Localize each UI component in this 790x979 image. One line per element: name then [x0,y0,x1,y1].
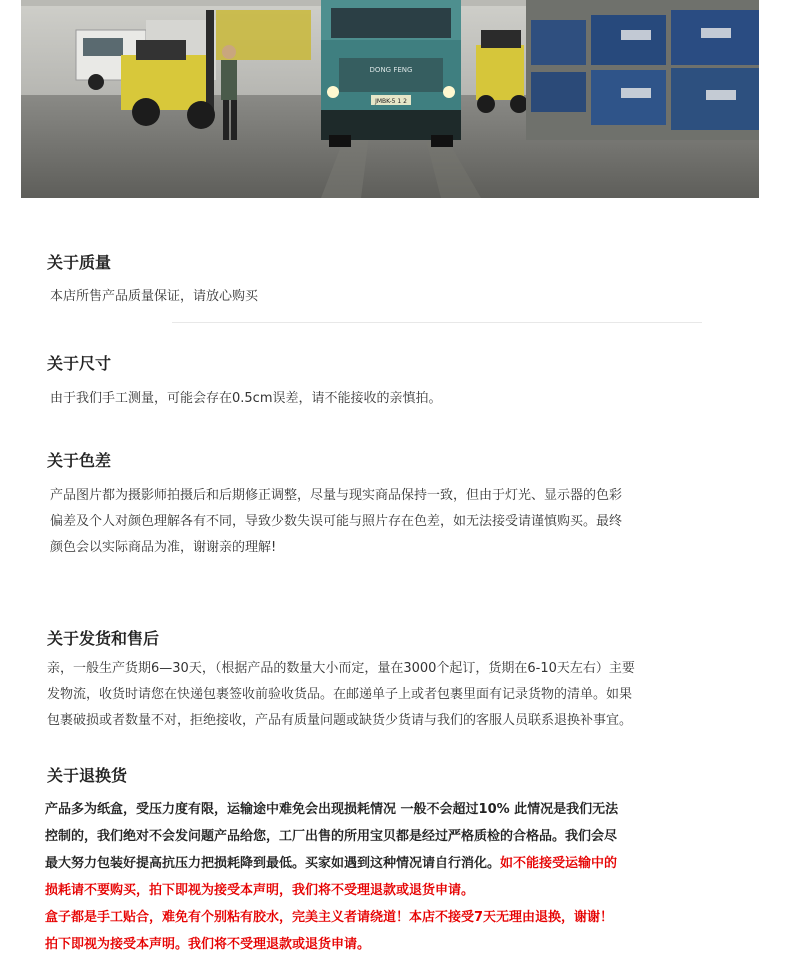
color-line-3: 颜色会以实际商品为准，谢谢亲的理解! [50,540,277,555]
truck-grille-text: DONG FENG [369,66,413,74]
returns-line-1: 产品多为纸盒，受压力度有限，运输途中难免会出现损耗情况 一般不会超过10% 此情况是我们无法 [45,802,619,817]
shipping-line-2: 发物流，收货时请您在快递包裹签收前验收货品。在邮递单子上或者包裹里面有记录货物的清单。如果 [47,687,633,702]
section-divider [172,322,702,323]
size-text [50,386,442,412]
size-heading: 关于尺寸 [47,354,112,373]
truck-plate-text: JMBK-5 1 2 [375,98,407,105]
color-text [50,483,622,561]
hero-photo [21,0,759,198]
color-line-2: 偏差及个人对颜色理解各有不同，导致少数失误可能与照片存在色差，如无法接受请谨慎购买。最终 [50,514,623,529]
returns-line-3 [45,850,618,877]
returns-warning-line-5: 盒子都是手工贴合，难免有个别粘有胶水，完美主义者请绕道！本店不接受7天无理由退换，谢谢！ [45,910,614,925]
shipping-text [47,656,635,734]
returns-line-2: 控制的，我们绝对不会发问题产品给您，工厂出售的所用宝贝都是经过严格质检的合格品。我们会尽 [45,829,618,844]
returns-line-3-text: 最大努力包装好提高抗压力把损耗降到最低。买家如遇到这种情况请自行消化。 [45,856,501,871]
quality-heading: 关于质量 [47,253,112,272]
returns-text [45,796,618,958]
shipping-heading: 关于发货和售后 [47,629,160,648]
returns-heading: 关于退换货 [47,766,128,785]
shipping-line-3: 包裹破损或者数量不对，拒绝接收，产品有质量问题或缺货少货请与我们的客服人员联系退换补事宜。 [47,713,633,728]
color-heading: 关于色差 [47,451,112,470]
warehouse-truck-image [21,0,759,198]
shipping-line-1: 亲，一般生产货期6—30天，（根据产品的数量大小而定，量在3000个起订，货期在6-10天左右）主要 [47,661,635,676]
quality-line: 本店所售产品质量保证，请放心购买 [50,289,259,304]
returns-warning-line-4: 损耗请不要购买，拍下即视为接受本声明，我们将不受理退款或退货申请。 [45,883,475,898]
quality-text [50,284,258,310]
returns-warning-start: 如不能接受运输中的 [500,856,618,871]
returns-warning-line-6: 拍下即视为接受本声明。我们将不受理退款或退货申请。 [45,937,371,952]
size-line: 由于我们手工测量，可能会存在0.5cm误差，请不能接收的亲慎拍。 [50,391,442,406]
color-line-1: 产品图片都为摄影师拍摄后和后期修正调整，尽量与现实商品保持一致，但由于灯光、显示器的色彩 [50,488,623,503]
